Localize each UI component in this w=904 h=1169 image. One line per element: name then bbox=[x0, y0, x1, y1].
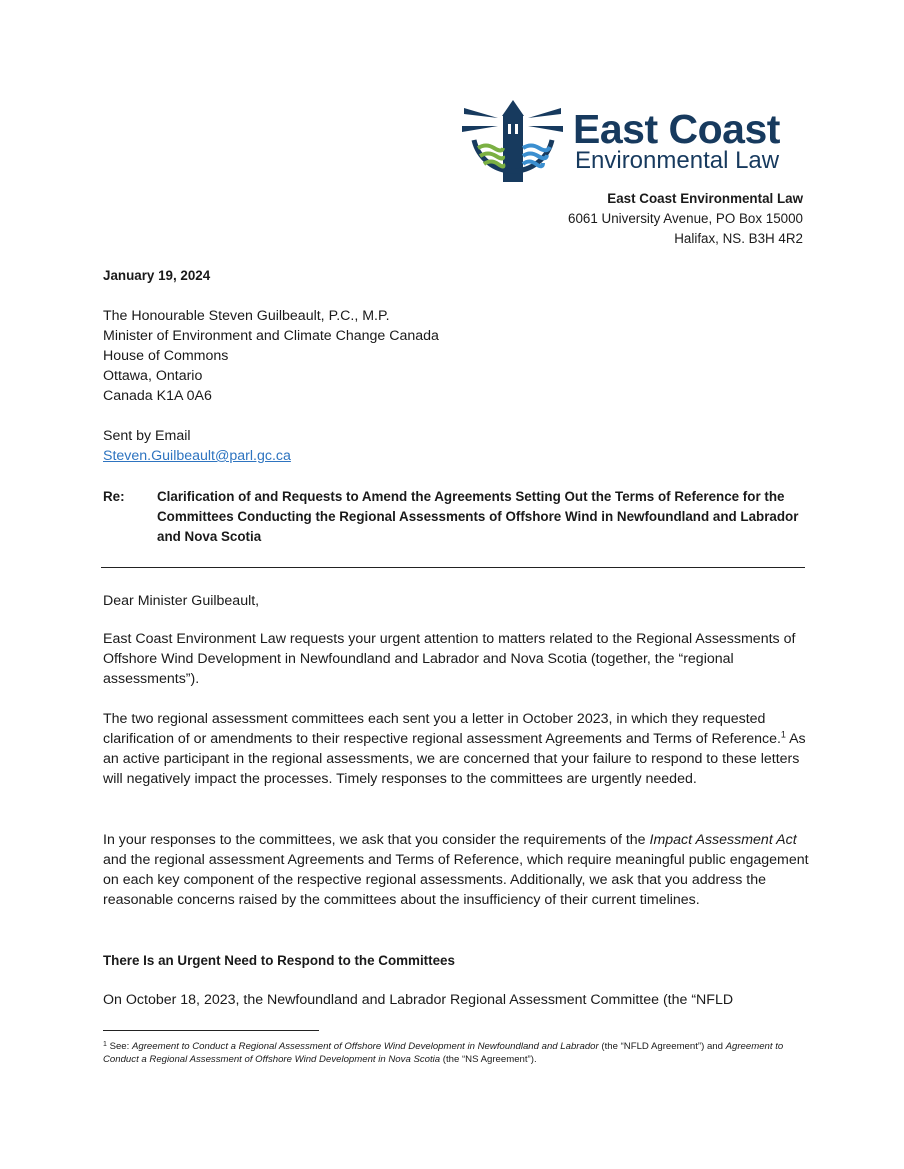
footnote-title: Agreement to Conduct a Regional Assessment of Offshore Wind Development in Newfoundland and Labrador bbox=[131, 1041, 599, 1052]
letter-date: January 19, 2024 bbox=[103, 268, 211, 283]
logo-subtitle: Environmental Law bbox=[575, 147, 780, 174]
recipient-address bbox=[103, 306, 439, 406]
footnote-title: Agreement to Conduct a Regional Assessment of Offshore Wind Development in Nova Scotia bbox=[103, 1041, 784, 1065]
act-title: Impact Assessment Act bbox=[649, 832, 797, 848]
paragraph-text: and the regional assessment Agreements and Terms of Reference, which require meaningful public engagement on each key component of the respective regional assessments. Additionally, we ask that you address the reasonable concerns raised by the committees about the insufficiency of their current timelines. bbox=[103, 852, 809, 908]
footnote-text: See: bbox=[106, 1041, 132, 1052]
footnote-text: (the “NS Agreement”). bbox=[440, 1054, 537, 1065]
sender-address-line1: 6061 University Avenue, PO Box 15000 bbox=[568, 211, 803, 226]
divider bbox=[101, 567, 805, 568]
recipient-email-link[interactable]: Steven.Guilbeault@parl.gc.ca bbox=[103, 448, 291, 464]
paragraph-text: As an active participant in the regional assessments, we are concerned that your failure to respond to these letters will negatively impact the processes. Timely responses to the committees are urgently needed. bbox=[103, 731, 806, 787]
lighthouse-logo-icon bbox=[458, 98, 573, 190]
subject-label: Re: bbox=[103, 489, 125, 504]
footnote-mark: 1 bbox=[103, 1041, 107, 1048]
paragraph-text: In your responses to the committees, we ask that you consider the requirements of the bbox=[103, 832, 650, 848]
paragraph: On October 18, 2023, the Newfoundland and Labrador Regional Assessment Committee (the “NFLD bbox=[103, 992, 734, 1008]
sender-address-line2: Halifax, NS. B3H 4R2 bbox=[674, 231, 803, 246]
footnote-reference: 1 bbox=[780, 729, 786, 740]
section-heading: There Is an Urgent Need to Respond to the Committees bbox=[103, 953, 455, 968]
sender-address bbox=[568, 189, 803, 249]
footnote-text: (the “NFLD Agreement”) and bbox=[598, 1041, 726, 1052]
sent-by-label: Sent by Email bbox=[103, 428, 191, 444]
footnote-divider bbox=[103, 1030, 319, 1031]
logo-title: East Coast bbox=[573, 106, 780, 152]
paragraph: East Coast Environment Law requests your urgent attention to matters related to the Regional Assessments of Offshore Wind Development in Newfoundland and Labrador and Nova Scotia (together, the “regional assessments”). bbox=[103, 631, 796, 687]
recipient-line: Ottawa, Ontario bbox=[103, 368, 203, 384]
footnote bbox=[103, 1040, 813, 1066]
subject-line: Clarification of and Requests to Amend the Agreements Setting Out the Terms of Reference for the Committees Conducting the Regional Assessments of Offshore Wind in Newfoundland and Labrador and Nova Scotia bbox=[157, 489, 799, 544]
delivery-method bbox=[103, 426, 291, 466]
sender-org-name: East Coast Environmental Law bbox=[607, 191, 803, 206]
recipient-line: Minister of Environment and Climate Change Canada bbox=[103, 328, 439, 344]
paragraph bbox=[103, 709, 813, 789]
paragraph bbox=[103, 830, 813, 910]
paragraph-text: The two regional assessment committees each sent you a letter in October 2023, in which they requested clarification of or amendments to their respective regional assessment Agreements and Terms of Reference. bbox=[103, 711, 781, 747]
recipient-line: House of Commons bbox=[103, 348, 229, 364]
salutation: Dear Minister Guilbeault, bbox=[103, 593, 260, 609]
recipient-line: The Honourable Steven Guilbeault, P.C., M.P. bbox=[103, 308, 390, 324]
recipient-line: Canada K1A 0A6 bbox=[103, 388, 212, 404]
